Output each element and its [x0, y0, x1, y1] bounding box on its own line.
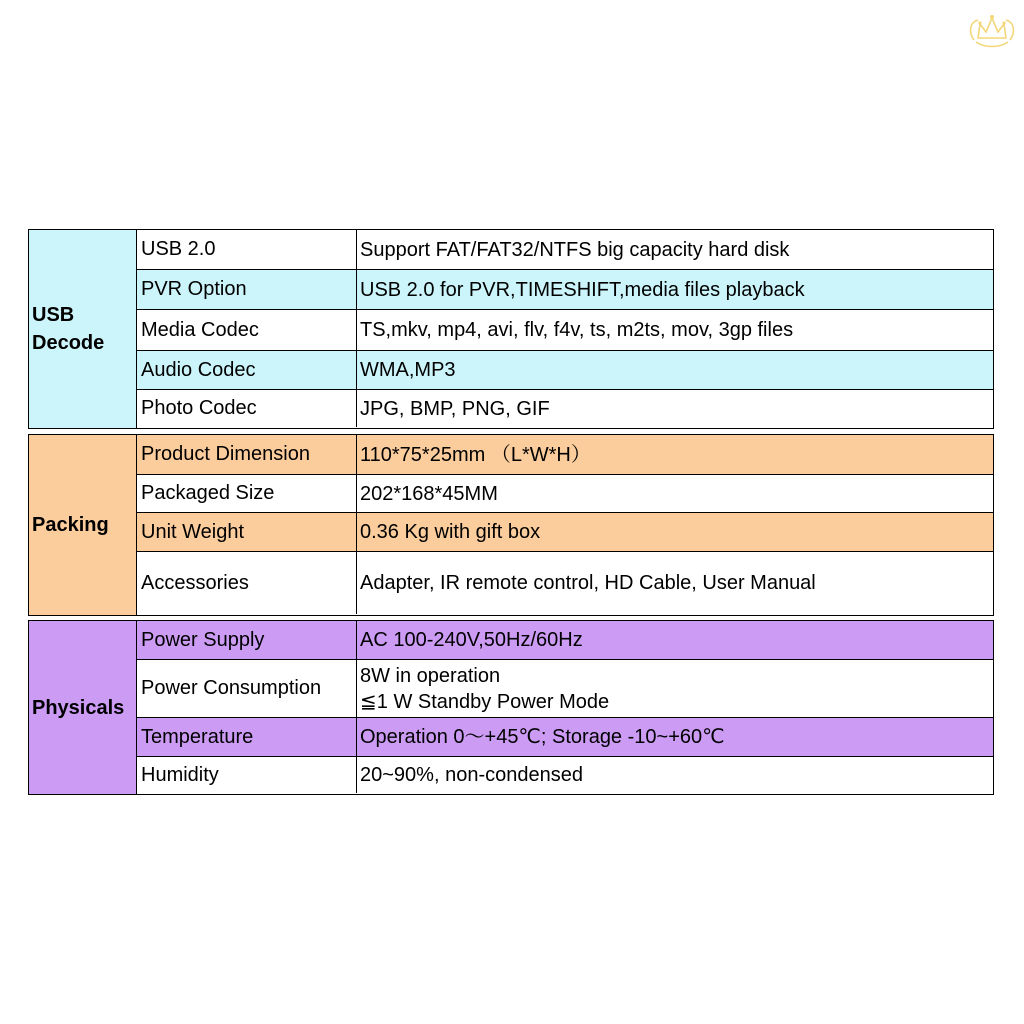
spec-label: Audio Codec — [137, 351, 357, 389]
table-row — [137, 475, 993, 513]
spec-value: JPG, BMP, PNG, GIF — [360, 397, 550, 420]
table-row — [137, 621, 993, 660]
spec-value: 20~90%, non-condensed — [360, 764, 583, 786]
category-label-line: Decode — [32, 332, 105, 354]
crown-logo-icon — [964, 10, 1020, 52]
spec-value: 0.36 Kg with gift box — [360, 521, 541, 543]
category-physicals — [29, 621, 137, 794]
spec-value: 110*75*25mm （L*W*H） — [360, 443, 591, 466]
section-packing — [28, 434, 994, 616]
spec-label: Product Dimension — [137, 435, 357, 474]
category-label-line: Physicals — [32, 696, 125, 719]
spec-label: Power Supply — [137, 621, 357, 659]
spec-label: Photo Codec — [137, 390, 357, 427]
spec-label: PVR Option — [137, 270, 357, 309]
table-row — [137, 513, 993, 552]
table-row — [137, 270, 993, 310]
spec-value: Support FAT/FAT32/NTFS big capacity hard disk — [360, 238, 790, 261]
category-label-line: Packing — [32, 514, 109, 536]
spec-label: USB 2.0 — [137, 230, 357, 269]
table-row — [137, 435, 993, 475]
spec-label: Packaged Size — [137, 475, 357, 512]
category-packing — [29, 435, 137, 615]
table-row — [137, 310, 993, 351]
section-physicals — [28, 620, 994, 795]
spec-value: USB 2.0 for PVR,TIMESHIFT,media files playback — [360, 278, 805, 301]
table-row — [137, 230, 993, 270]
table-row — [137, 552, 993, 614]
spec-label: Temperature — [137, 718, 357, 756]
spec-value: 202*168*45MM — [360, 482, 498, 505]
spec-label: Accessories — [137, 552, 357, 614]
spec-value: AC 100-240V,50Hz/60Hz — [360, 629, 583, 651]
spec-label: Unit Weight — [137, 513, 357, 551]
table-row — [137, 390, 993, 427]
section-usb-decode — [28, 229, 994, 429]
spec-value: WMA,MP3 — [360, 359, 456, 381]
table-row — [137, 660, 993, 718]
spec-label: Media Codec — [137, 310, 357, 350]
category-label-line: USB — [32, 304, 75, 326]
table-row — [137, 757, 993, 793]
spec-value: 8W in operation ≦1 W Standby Power Mode — [360, 664, 610, 713]
spec-value: Adapter, IR remote control, HD Cable, User Manual — [360, 572, 816, 594]
spec-label: Power Consumption — [137, 660, 357, 717]
spec-label: Humidity — [137, 757, 357, 793]
spec-value: Operation 0～+45℃; Storage -10~+60℃ — [360, 726, 725, 748]
spec-value: TS,mkv, mp4, avi, flv, f4v, ts, m2ts, mov, 3gp files — [360, 319, 794, 341]
category-usb-decode — [29, 230, 137, 428]
table-row — [137, 351, 993, 390]
table-row — [137, 718, 993, 757]
